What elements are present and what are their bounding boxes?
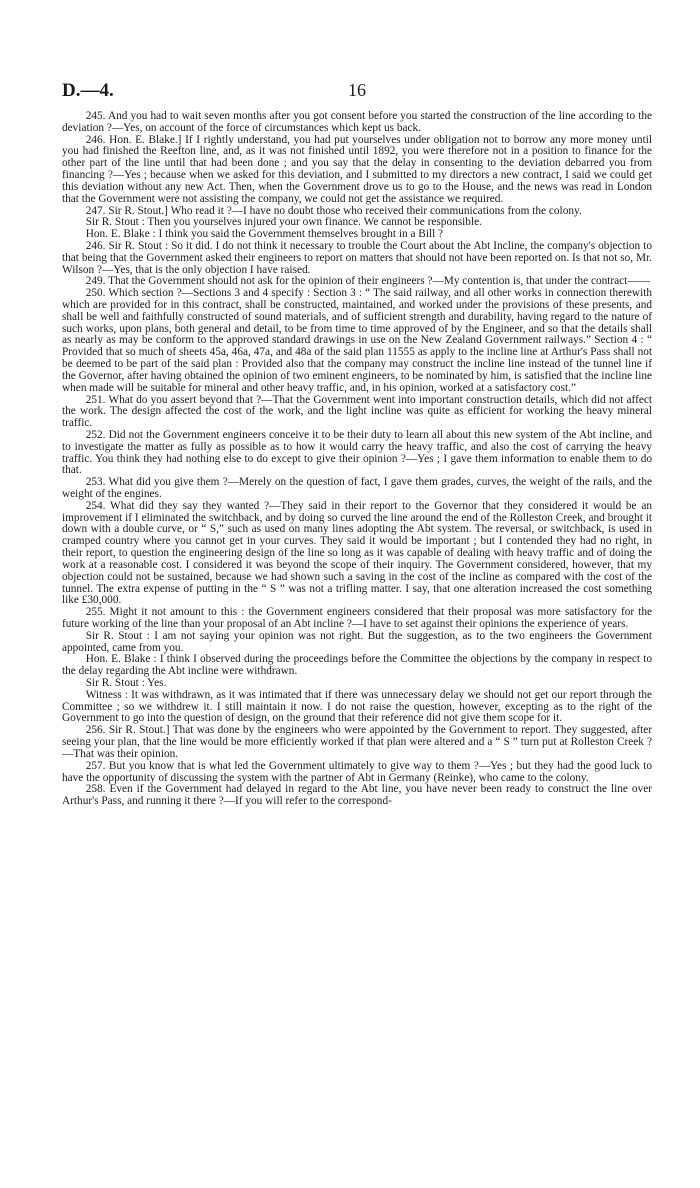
paragraph-246-stout: 246. Sir R. Stout : So it did. I do not think it necessary to trouble the Court about the Abt Incline, the company's objection to that being that the Government asked their engineers to report on matters that should not have been reported on. Is that not so, Mr. Wilson ?—Yes, that is the only objection I have raised.: [62, 239, 652, 276]
paragraph-258: 258. Even if the Government had delayed in regard to the Abt line, you have never been ready to construct the line over Arthur's Pass, and running it there ?—If you will refer to the correspond-: [62, 783, 652, 808]
paragraph-257: 257. But you know that is what led the Government ultimately to give way to them ?—Yes ; but they had the good luck to have the opportunity of discussing the system with the partner of Abt in Germany (Reinke), who came to the colony.: [62, 759, 652, 784]
document-code: D.—4.: [62, 80, 114, 101]
page-header: [62, 80, 652, 106]
paragraph-blake-committee: Hon. E. Blake : I think I observed during the proceedings before the Committee the objections by the company in respect to the delay regarding the Abt incline were withdrawn.: [62, 653, 652, 678]
paragraph-253: 253. What did you give them ?—Merely on the question of fact, I gave them grades, curves, the weight of the rails, and the weight of the engines.: [62, 476, 652, 500]
paragraph-256: 256. Sir R. Stout.] That was done by the engineers who were appointed by the Government to report. They suggested, after seeing your plan, that the line would be more efficiently worked if that plan were altered and a “ S ” turn put at Rolleston Creek ?—That was their opinion.: [62, 724, 652, 760]
paragraph-250: 250. Which section ?—Sections 3 and 4 specify : Section 3 : “ The said railway, and all other works in connection therewith which are provided for in this contract, shall be constructed, maintained, and worked under the provisions of these presents, and shall be well and faithfully constructed of sound materials, and of sufficient strength and durability, having regard to the nature of such works, upon plans, both general and detail, to be from time to time approved of by the Engineer, and so that the details shall as nearly as may be conform to the approved standard drawings in use on the New Zealand Government railways.” Section 4 : “ Provided that so much of sheets 45a, 46a, 47a, and 48a of the said plan 11555 as apply to the incline line at Arthur's Pass shall not be deemed to be part of the said plan : Provided also that the company may construct the incline line instead of the tunnel line if the Governor, after having obtained the opinion of two eminent engineers, to be nominated by him, is satisfied that the incline line when made will be suitable for mineral and other heavy traffic, and, in his opinion, worked at a satisfactory cost.”: [62, 287, 652, 394]
paragraph-stout-remark: Sir R. Stout : Then you yourselves injured your own finance. We cannot be responsible.: [85, 216, 482, 229]
page-body: [62, 111, 652, 808]
paragraph-247: 247. Sir R. Stout.] Who read it ?—I have no doubt those who received their communications from the colony.: [85, 204, 582, 217]
paragraph-249: 249. That the Government should not ask for the opinion of their engineers ?—My contention is, that under the contract——: [85, 275, 650, 288]
paragraph-255: 255. Might it not amount to this : the Government engineers considered that their proposal was more satisfactory for the future working of the line than your proposal of an Abt incline ?—I have to set against their opinions the experience of years.: [62, 606, 652, 630]
paragraph-245: 245. And you had to wait seven months after you got consent before you started the construction of the line according to the deviation ?—Yes, on account of the force of circumstances which kept us back.: [62, 110, 652, 134]
paragraph-254: 254. What did they say they wanted ?—They said in their report to the Governor that they considered it would be an improvement if I eliminated the switchback, and by doing so curved the line around the end of the Rolleston Creek, and brought it down with a double curve, or “ S,” such as used on many lines adopting the Abt system. The reversal, or switchback, is used in cramped country where you cannot get in your curves. They said it would be important ; but I contended they had no right, in their report, to question the engineering design of the line so long as it was capable of dealing with heavy traffic and of doing the work at a reasonable cost. I considered it was beyond the scope of their inquiry. The Government considered, however, that my objection could not be sustained, because we had shown such a saving in the cost of the incline as compared with the cost of the tunnel. The extra expense of putting in the “ S ” was not a trifling matter. I say, that one alteration increased the cost something like £30,000.: [62, 499, 652, 607]
paragraph-blake-remark: Hon. E. Blake : I think you said the Government themselves brought in a Bill ?: [85, 228, 444, 241]
paragraph-witness: Witness : It was withdrawn, as it was intimated that if there was unnecessary delay we should not get our report through the Committee ; so we withdrew it. I still maintain it now. I do not raise the question, however, excepting as to the right of the Government to go into the question of design, on the ground that their reference did not give them scope for it.: [62, 688, 652, 725]
paragraph-252: 252. Did not the Government engineers conceive it to be their duty to learn all about this new system of the Abt incline, and to investigate the matter as fully as possible as to how it would carry the heavy traffic, and also the cost of carrying the heavy traffic. You think they had nothing else to do except to give their opinion ?—Yes ; I gave them information to enable them to do that.: [62, 428, 652, 477]
paragraph-246-blake: 246. Hon. E. Blake.] If I rightly understand, you had put yourselves under obligation not to borrow any more money until you had finished the Reefton line, and, as it was not finished until 1892, you were therefore not in a position to finance for the other part of the line until that had been done ; and you say that the delay in consenting to the deviation debarred you from financing ?—Yes ; because when we asked for this deviation, and I submitted to my directors a new contract, I said we could get this deviation without any new Act. Then, when the Government drove us to go to the House, and the news was read in London that the Government were not assisting the company, we could not get the assistance we required.: [62, 133, 652, 205]
paragraph-stout-yes: Sir R. Stout : Yes.: [85, 677, 167, 689]
paragraph-stout-opinion: Sir R. Stout : I am not saying your opinion was not right. But the suggestion, as to the two engineers the Government appointed, came from you.: [62, 629, 652, 654]
paragraph-251: 251. What do you assert beyond that ?—That the Government went into important construction details, which did not affect the work. The design affected the cost of the work, and the light incline was quite as efficient for working the heavy mineral traffic.: [62, 393, 652, 430]
page-number: 16: [348, 80, 366, 100]
